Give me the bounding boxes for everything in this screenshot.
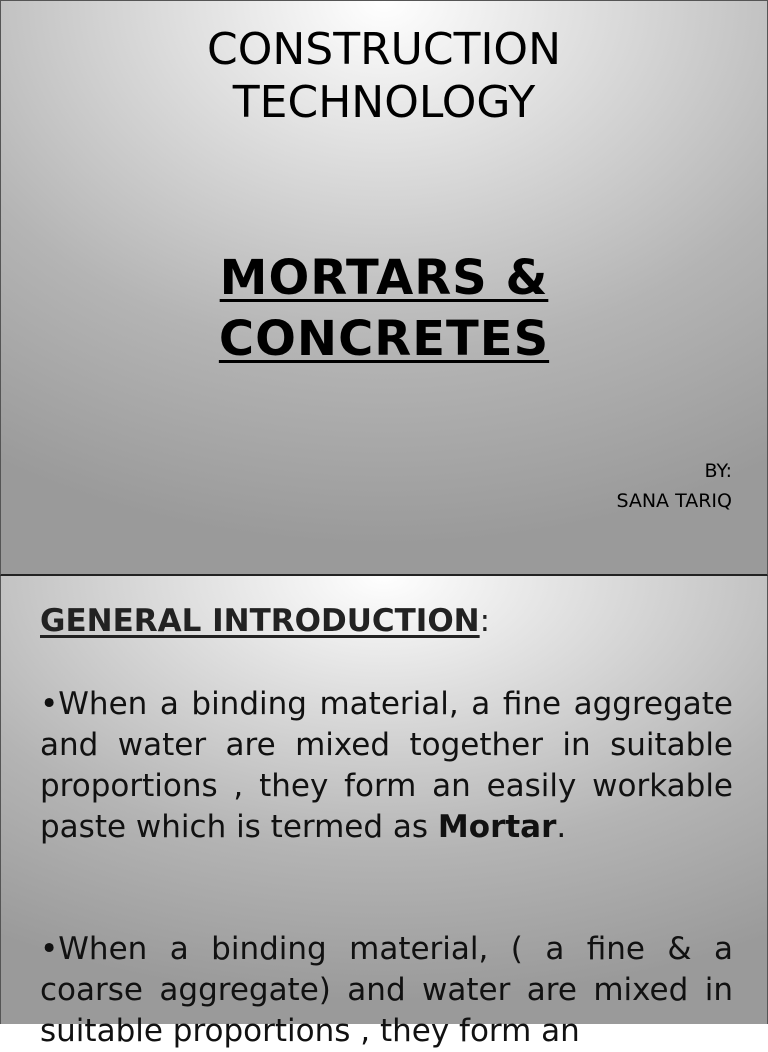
subtitle-line-1: MORTARS & (219, 250, 549, 306)
heading-text: GENERAL INTRODUCTION (40, 603, 480, 639)
mortar-term: Mortar (437, 809, 557, 845)
para1-end: . (556, 809, 567, 845)
title-line-1: CONSTRUCTION (207, 24, 561, 75)
slide-subtitle (1, 248, 767, 370)
mortar-definition-paragraph (40, 684, 733, 848)
by-label: BY: (704, 460, 732, 482)
heading-colon: : (479, 603, 491, 639)
subtitle-line-2: CONCRETES (218, 311, 550, 367)
concrete-definition-paragraph (40, 929, 733, 1052)
author-name: SANA TARIQ (616, 490, 732, 512)
section-heading (40, 600, 490, 642)
title-line-2: TECHNOLOGY (232, 77, 536, 128)
slide-title (1, 23, 767, 129)
para2-text: •When a binding material, ( a fine & a coarse aggregate) and water are mixed in suitable proportions , they form an (40, 931, 733, 1049)
author-block (616, 456, 732, 516)
para1-text: •When a binding material, a fine aggregate and water are mixed together in suitable proportions , they form an easily workable paste which is termed as (40, 686, 733, 845)
